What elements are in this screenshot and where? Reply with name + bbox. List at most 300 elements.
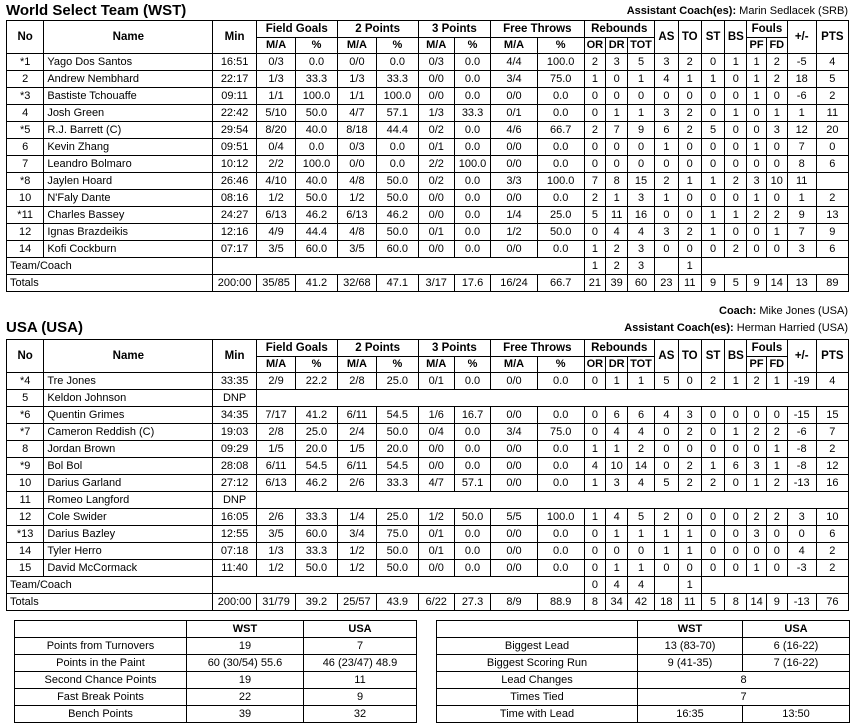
stat-fgp: 44.4: [296, 224, 337, 241]
stat-to: 0: [678, 88, 701, 105]
col-subheader-made-attempted: M/A: [337, 38, 376, 54]
stat-or: 0: [584, 543, 606, 560]
summary-value-usa: 32: [304, 706, 417, 723]
player-minutes: 29:54: [213, 122, 257, 139]
stat-as: 3: [654, 54, 678, 71]
stat-pts: 9: [816, 224, 848, 241]
totals-as: 23: [654, 275, 678, 292]
stat-pm: 3: [787, 241, 816, 258]
summary-value-usa: 11: [304, 672, 417, 689]
stat-p2: 4/8: [337, 173, 376, 190]
stat-ft: 0/0: [491, 560, 538, 577]
col-header-points: PTS: [816, 21, 848, 54]
team-coach-row: [7, 258, 849, 275]
stat-or: 0: [584, 224, 606, 241]
stat-st: 1: [701, 224, 725, 241]
totals-p3: 6/22: [418, 594, 454, 611]
stat-as: 0: [654, 88, 678, 105]
stat-dr: 1: [606, 560, 628, 577]
player-row: [7, 543, 849, 560]
stat-ft: 1/2: [491, 224, 538, 241]
player-minutes: 12:16: [213, 224, 257, 241]
player-name: Cole Swider: [44, 509, 213, 526]
stat-st: 0: [701, 54, 725, 71]
stat-fd: 1: [766, 441, 787, 458]
stat-st: 0: [701, 560, 725, 577]
stat-p3: 0/2: [418, 173, 454, 190]
player-number: 15: [7, 560, 44, 577]
player-row: [7, 139, 849, 156]
player-number: *9: [7, 458, 44, 475]
totals-fg: 31/79: [256, 594, 295, 611]
player-row: [7, 224, 849, 241]
assistant-coach-wst: [627, 5, 848, 17]
stat-p3: 4/7: [418, 475, 454, 492]
player-name: Kevin Zhang: [44, 139, 213, 156]
coach-label: Coach:: [719, 305, 757, 317]
team-coach-filler: [213, 577, 584, 594]
player-row: [7, 122, 849, 139]
stat-fg: 1/1: [256, 88, 295, 105]
summary-value-usa: 46 (23/47) 48.9: [304, 655, 417, 672]
summary-table-right: [436, 620, 850, 723]
stat-ftp: 0.0: [537, 88, 584, 105]
stat-as: 4: [654, 71, 678, 88]
totals-dr: 39: [606, 275, 628, 292]
totals-ft: 8/9: [491, 594, 538, 611]
stat-pf: 1: [747, 475, 767, 492]
player-number: *7: [7, 424, 44, 441]
col-header-3-points: 3 Points: [418, 21, 491, 38]
totals-pm: -13: [787, 594, 816, 611]
player-minutes: 27:12: [213, 475, 257, 492]
stat-tot: 9: [628, 122, 655, 139]
stat-fd: 0: [766, 407, 787, 424]
stat-pm: -6: [787, 88, 816, 105]
totals-label: Totals: [7, 275, 213, 292]
stat-ftp: 0.0: [537, 241, 584, 258]
col-header-plus-minus: +/-: [787, 340, 816, 373]
stat-bs: 0: [725, 156, 747, 173]
player-name: Andrew Nembhard: [44, 71, 213, 88]
stat-p3p: 0.0: [454, 207, 490, 224]
player-number: 4: [7, 105, 44, 122]
stat-pf: 3: [747, 173, 767, 190]
stat-pts: 6: [816, 241, 848, 258]
player-number: *6: [7, 407, 44, 424]
summary-value-wst: 22: [187, 689, 304, 706]
stat-fg: 1/2: [256, 190, 295, 207]
stat-fd: 2: [766, 207, 787, 224]
player-number: 12: [7, 509, 44, 526]
stat-to: 2: [678, 122, 701, 139]
stat-tot: 3: [628, 190, 655, 207]
stat-pm: 3: [787, 509, 816, 526]
stat-pm: 11: [787, 173, 816, 190]
stat-st: 0: [701, 139, 725, 156]
player-name: Cameron Reddish (C): [44, 424, 213, 441]
player-row: [7, 390, 849, 407]
stat-p2p: 0.0: [377, 139, 418, 156]
totals-or: 21: [584, 275, 606, 292]
stat-pts: 12: [816, 458, 848, 475]
stat-st: 1: [701, 207, 725, 224]
summary-label: Second Chance Points: [15, 672, 187, 689]
stat-to: 0: [678, 441, 701, 458]
player-number: 14: [7, 543, 44, 560]
stat-p3p: 0.0: [454, 526, 490, 543]
col-subheader-made-attempted: M/A: [418, 357, 454, 373]
summary-row: [15, 638, 417, 655]
stat-fgp: 40.0: [296, 122, 337, 139]
stat-st: 1: [701, 458, 725, 475]
stat-ft: 3/3: [491, 173, 538, 190]
stat-p3p: 0.0: [454, 441, 490, 458]
player-number: 10: [7, 475, 44, 492]
player-row: [7, 441, 849, 458]
stat-as: 3: [654, 105, 678, 122]
stat-pm: 0: [787, 526, 816, 543]
stat-st: 0: [701, 441, 725, 458]
stat-dr: 1: [606, 105, 628, 122]
stat-pts: 15: [816, 407, 848, 424]
stat-as: 2: [654, 173, 678, 190]
totals-to: 11: [678, 594, 701, 611]
stat-fd: 0: [766, 560, 787, 577]
stat-fgp: 0.0: [296, 139, 337, 156]
player-row: [7, 156, 849, 173]
assistant-coach-label: Assistant Coach(es):: [626, 5, 737, 17]
stat-dr: 8: [606, 173, 628, 190]
stat-to: 0: [678, 139, 701, 156]
stat-st: 2: [701, 475, 725, 492]
stat-to: 0: [678, 190, 701, 207]
player-minutes: 09:51: [213, 139, 257, 156]
stat-p3p: 16.7: [454, 407, 490, 424]
stat-as: 3: [654, 224, 678, 241]
stat-p2: 3/5: [337, 241, 376, 258]
summary-value-wst: 60 (30/54) 55.6: [187, 655, 304, 672]
stat-pm: 1: [787, 190, 816, 207]
col-header-assists: AS: [654, 21, 678, 54]
stat-p2: 6/13: [337, 207, 376, 224]
stat-p3p: 0.0: [454, 424, 490, 441]
summary-row: [437, 638, 850, 655]
stat-to: 0: [678, 509, 701, 526]
stat-p3p: 57.1: [454, 475, 490, 492]
stat-tot: 0: [628, 156, 655, 173]
stat-or: 1: [584, 441, 606, 458]
stat-p3p: 0.0: [454, 54, 490, 71]
summary-value-wst: 13 (83-70): [638, 638, 743, 655]
stat-st: 0: [701, 526, 725, 543]
player-row: [7, 88, 849, 105]
totals-p2: 32/68: [337, 275, 376, 292]
col-header-2-points: 2 Points: [337, 340, 418, 357]
stat-tot: 14: [628, 458, 655, 475]
stat-ft: 1/4: [491, 207, 538, 224]
stat-bs: 2: [725, 173, 747, 190]
col-subheader-made-attempted: M/A: [491, 38, 538, 54]
summary-shared-value: 8: [638, 672, 850, 689]
team-coach-filler-right: [701, 577, 848, 594]
stat-or: 0: [584, 560, 606, 577]
col-header-free-throws: Free Throws: [491, 21, 584, 38]
stat-pts: 16: [816, 475, 848, 492]
stat-to: 1: [678, 543, 701, 560]
stat-p2: 3/4: [337, 526, 376, 543]
team-stat-to: 1: [678, 258, 701, 275]
box-score-table-wst: [6, 20, 849, 292]
team-coach-label: Team/Coach: [7, 577, 213, 594]
stat-pm: 12: [787, 122, 816, 139]
stat-fd: 0: [766, 241, 787, 258]
stat-dr: 1: [606, 190, 628, 207]
player-minutes: 22:17: [213, 71, 257, 88]
player-name: Charles Bassey: [44, 207, 213, 224]
player-row: [7, 492, 849, 509]
player-name: Bastiste Tchouaffe: [44, 88, 213, 105]
stat-pf: 1: [747, 88, 767, 105]
team-stat-tot: 3: [628, 258, 655, 275]
stat-pts: 5: [816, 71, 848, 88]
stat-as: 0: [654, 424, 678, 441]
col-header-steals: ST: [701, 21, 725, 54]
col-subheader-defensive-rebounds: DR: [606, 38, 628, 54]
team-stat-or: 0: [584, 577, 606, 594]
stat-p2p: 54.5: [377, 407, 418, 424]
summary-value-usa: 13:50: [743, 706, 850, 723]
stat-fgp: 40.0: [296, 173, 337, 190]
team-title-wst: World Select Team (WST): [6, 2, 187, 19]
col-header-assists: AS: [654, 340, 678, 373]
stat-p3p: 0.0: [454, 88, 490, 105]
stat-pf: 0: [747, 543, 767, 560]
stat-fg: 3/5: [256, 241, 295, 258]
stat-dr: 0: [606, 88, 628, 105]
assistant-coach-label: Assistant Coach(es):: [624, 322, 734, 334]
stat-fg: 8/20: [256, 122, 295, 139]
summary-label: Fast Break Points: [15, 689, 187, 706]
team-coach-filler-right: [701, 258, 848, 275]
player-number: 12: [7, 224, 44, 241]
col-subheader-fouls-drawn: FD: [766, 38, 787, 54]
stat-fg: 1/5: [256, 441, 295, 458]
summary-label: Points in the Paint: [15, 655, 187, 672]
stat-as: 0: [654, 458, 678, 475]
col-subheader-percent: %: [377, 357, 418, 373]
stat-fd: 10: [766, 173, 787, 190]
stat-p3: 0/0: [418, 441, 454, 458]
stat-pts: 2: [816, 560, 848, 577]
stat-bs: 0: [725, 509, 747, 526]
player-name: David McCormack: [44, 560, 213, 577]
stat-to: 0: [678, 241, 701, 258]
team-coach-label: Team/Coach: [7, 258, 213, 275]
stat-fd: 1: [766, 373, 787, 390]
stat-st: 0: [701, 543, 725, 560]
col-header-turnovers: TO: [678, 340, 701, 373]
col-subheader-made-attempted: M/A: [337, 357, 376, 373]
summary-header-blank: [437, 621, 638, 638]
stat-fgp: 46.2: [296, 207, 337, 224]
player-name: Leandro Bolmaro: [44, 156, 213, 173]
stat-tot: 2: [628, 441, 655, 458]
summary-header-wst: WST: [638, 621, 743, 638]
player-row: [7, 105, 849, 122]
totals-ft: 16/24: [491, 275, 538, 292]
summary-value-wst: 19: [187, 672, 304, 689]
stat-pf: 1: [747, 190, 767, 207]
stat-st: 0: [701, 156, 725, 173]
stat-ft: 3/4: [491, 71, 538, 88]
stat-fg: 3/5: [256, 526, 295, 543]
player-name: Jordan Brown: [44, 441, 213, 458]
player-number: *8: [7, 173, 44, 190]
stat-st: 0: [701, 424, 725, 441]
stat-ft: 0/0: [491, 543, 538, 560]
stat-p3: 0/0: [418, 71, 454, 88]
stat-bs: 6: [725, 458, 747, 475]
stat-fgp: 100.0: [296, 156, 337, 173]
stat-p3: 0/1: [418, 373, 454, 390]
col-subheader-made-attempted: M/A: [256, 357, 295, 373]
stat-st: 5: [701, 122, 725, 139]
stat-or: 0: [584, 373, 606, 390]
col-header-no: No: [7, 340, 44, 373]
summary-row: [15, 672, 417, 689]
player-name: Kofi Cockburn: [44, 241, 213, 258]
stat-pts: [816, 173, 848, 190]
stat-as: 5: [654, 475, 678, 492]
player-minutes: 16:51: [213, 54, 257, 71]
summary-row: [437, 689, 850, 706]
stat-fgp: 100.0: [296, 88, 337, 105]
stat-fd: 0: [766, 139, 787, 156]
stat-to: 0: [678, 373, 701, 390]
stat-dr: 6: [606, 407, 628, 424]
stat-ft: 0/0: [491, 156, 538, 173]
stat-fd: 2: [766, 54, 787, 71]
player-minutes: 22:42: [213, 105, 257, 122]
stat-tot: 1: [628, 560, 655, 577]
totals-p3p: 17.6: [454, 275, 490, 292]
stat-pts: 2: [816, 441, 848, 458]
stat-p2p: 54.5: [377, 458, 418, 475]
stat-tot: 4: [628, 424, 655, 441]
stat-ftp: 0.0: [537, 441, 584, 458]
summary-row: [437, 706, 850, 723]
player-number: 10: [7, 190, 44, 207]
stat-pts: 4: [816, 54, 848, 71]
stat-p2: 1/1: [337, 88, 376, 105]
col-subheader-offensive-rebounds: OR: [584, 38, 606, 54]
stat-pm: -19: [787, 373, 816, 390]
player-name: Keldon Johnson: [44, 390, 213, 407]
summary-header-row: [437, 621, 850, 638]
stat-bs: 0: [725, 543, 747, 560]
stat-tot: 0: [628, 88, 655, 105]
stat-pf: 3: [747, 458, 767, 475]
col-subheader-made-attempted: M/A: [491, 357, 538, 373]
totals-ftp: 88.9: [537, 594, 584, 611]
stat-bs: 0: [725, 139, 747, 156]
stat-fg: 4/10: [256, 173, 295, 190]
stat-fgp: 41.2: [296, 407, 337, 424]
player-number: 7: [7, 156, 44, 173]
stat-bs: 0: [725, 88, 747, 105]
player-row: [7, 407, 849, 424]
player-name: Yago Dos Santos: [44, 54, 213, 71]
stat-p3: 1/2: [418, 509, 454, 526]
stat-fgp: 54.5: [296, 458, 337, 475]
stat-or: 5: [584, 207, 606, 224]
stat-st: 0: [701, 190, 725, 207]
summary-value-usa: 7: [304, 638, 417, 655]
stat-dr: 4: [606, 424, 628, 441]
stat-pf: 0: [747, 122, 767, 139]
stat-fgp: 50.0: [296, 105, 337, 122]
totals-st: 5: [701, 594, 725, 611]
team-stat-or: 1: [584, 258, 606, 275]
stat-p2: 1/4: [337, 509, 376, 526]
stat-p2: 8/18: [337, 122, 376, 139]
stat-ftp: 0.0: [537, 407, 584, 424]
stat-fg: 5/10: [256, 105, 295, 122]
stat-or: 0: [584, 105, 606, 122]
stat-ft: 0/0: [491, 458, 538, 475]
stat-pm: 7: [787, 224, 816, 241]
summary-value-usa: 9: [304, 689, 417, 706]
stat-tot: 1: [628, 71, 655, 88]
stat-ftp: 0.0: [537, 156, 584, 173]
stat-pf: 1: [747, 139, 767, 156]
stat-p2p: 0.0: [377, 54, 418, 71]
summary-value-wst: 16:35: [638, 706, 743, 723]
col-header-min: Min: [213, 340, 257, 373]
summary-value-wst: 9 (41-35): [638, 655, 743, 672]
stat-fgp: 33.3: [296, 509, 337, 526]
stat-p3p: 0.0: [454, 173, 490, 190]
stat-fg: 1/3: [256, 543, 295, 560]
stat-dr: 1: [606, 441, 628, 458]
stat-fd: 0: [766, 543, 787, 560]
stat-pts: 10: [816, 509, 848, 526]
stat-dr: 0: [606, 156, 628, 173]
summary-label: Lead Changes: [437, 672, 638, 689]
player-minutes: 28:08: [213, 458, 257, 475]
team-stat-to: 1: [678, 577, 701, 594]
stat-tot: 0: [628, 139, 655, 156]
player-minutes: DNP: [213, 390, 257, 407]
stat-pf: 0: [747, 407, 767, 424]
totals-tot: 60: [628, 275, 655, 292]
stat-tot: 1: [628, 526, 655, 543]
stat-or: 7: [584, 173, 606, 190]
stat-pts: 6: [816, 156, 848, 173]
stat-bs: 0: [725, 441, 747, 458]
col-header-blocks: BS: [725, 21, 747, 54]
stat-or: 2: [584, 54, 606, 71]
player-number: 2: [7, 71, 44, 88]
stat-p2p: 50.0: [377, 190, 418, 207]
stat-fg: 7/17: [256, 407, 295, 424]
totals-bs: 8: [725, 594, 747, 611]
col-header-3-points: 3 Points: [418, 340, 491, 357]
totals-pts: 89: [816, 275, 848, 292]
stat-p3: 2/2: [418, 156, 454, 173]
header-row: [7, 340, 849, 357]
